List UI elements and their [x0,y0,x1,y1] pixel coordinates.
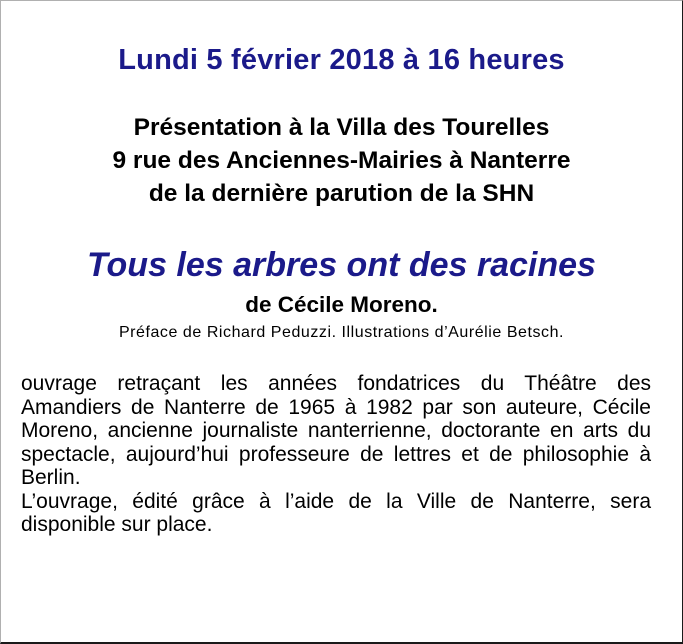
presentation-block [1,111,682,210]
presentation-line-publication: de la dernière parution de la SHN [148,180,535,207]
event-date-heading: Lundi 5 février 2018 à 16 heures [118,44,565,76]
book-author: de Cécile Moreno. [245,292,438,317]
presentation-line-venue: Présentation à la Villa des Tourelles [133,114,550,141]
presentation-line-address: 9 rue des Anciennes-Mairies à Nanterre [112,147,571,174]
description-paragraph-2: L’ouvrage, édité grâce à l’aide de la Ville de Nanterre, sera disponible sur place. [21,489,651,536]
description-paragraph-1: ouvrage retraçant les années fondatrices du Théâtre des Amandiers de Nanterre de 1965 à 1982 par son auteure, Cécile Moreno, ancienne journaliste nanterrienne, doctorante en arts du spectacle, aujourd’hui professeure de lettres et de philosophie à Berlin. [21,372,651,489]
book-credits: Préface de Richard Peduzzi. Illustrations d’Aurélie Betsch. [118,324,565,341]
book-title: Tous les arbres ont des racines [87,246,596,284]
book-description [21,372,651,537]
